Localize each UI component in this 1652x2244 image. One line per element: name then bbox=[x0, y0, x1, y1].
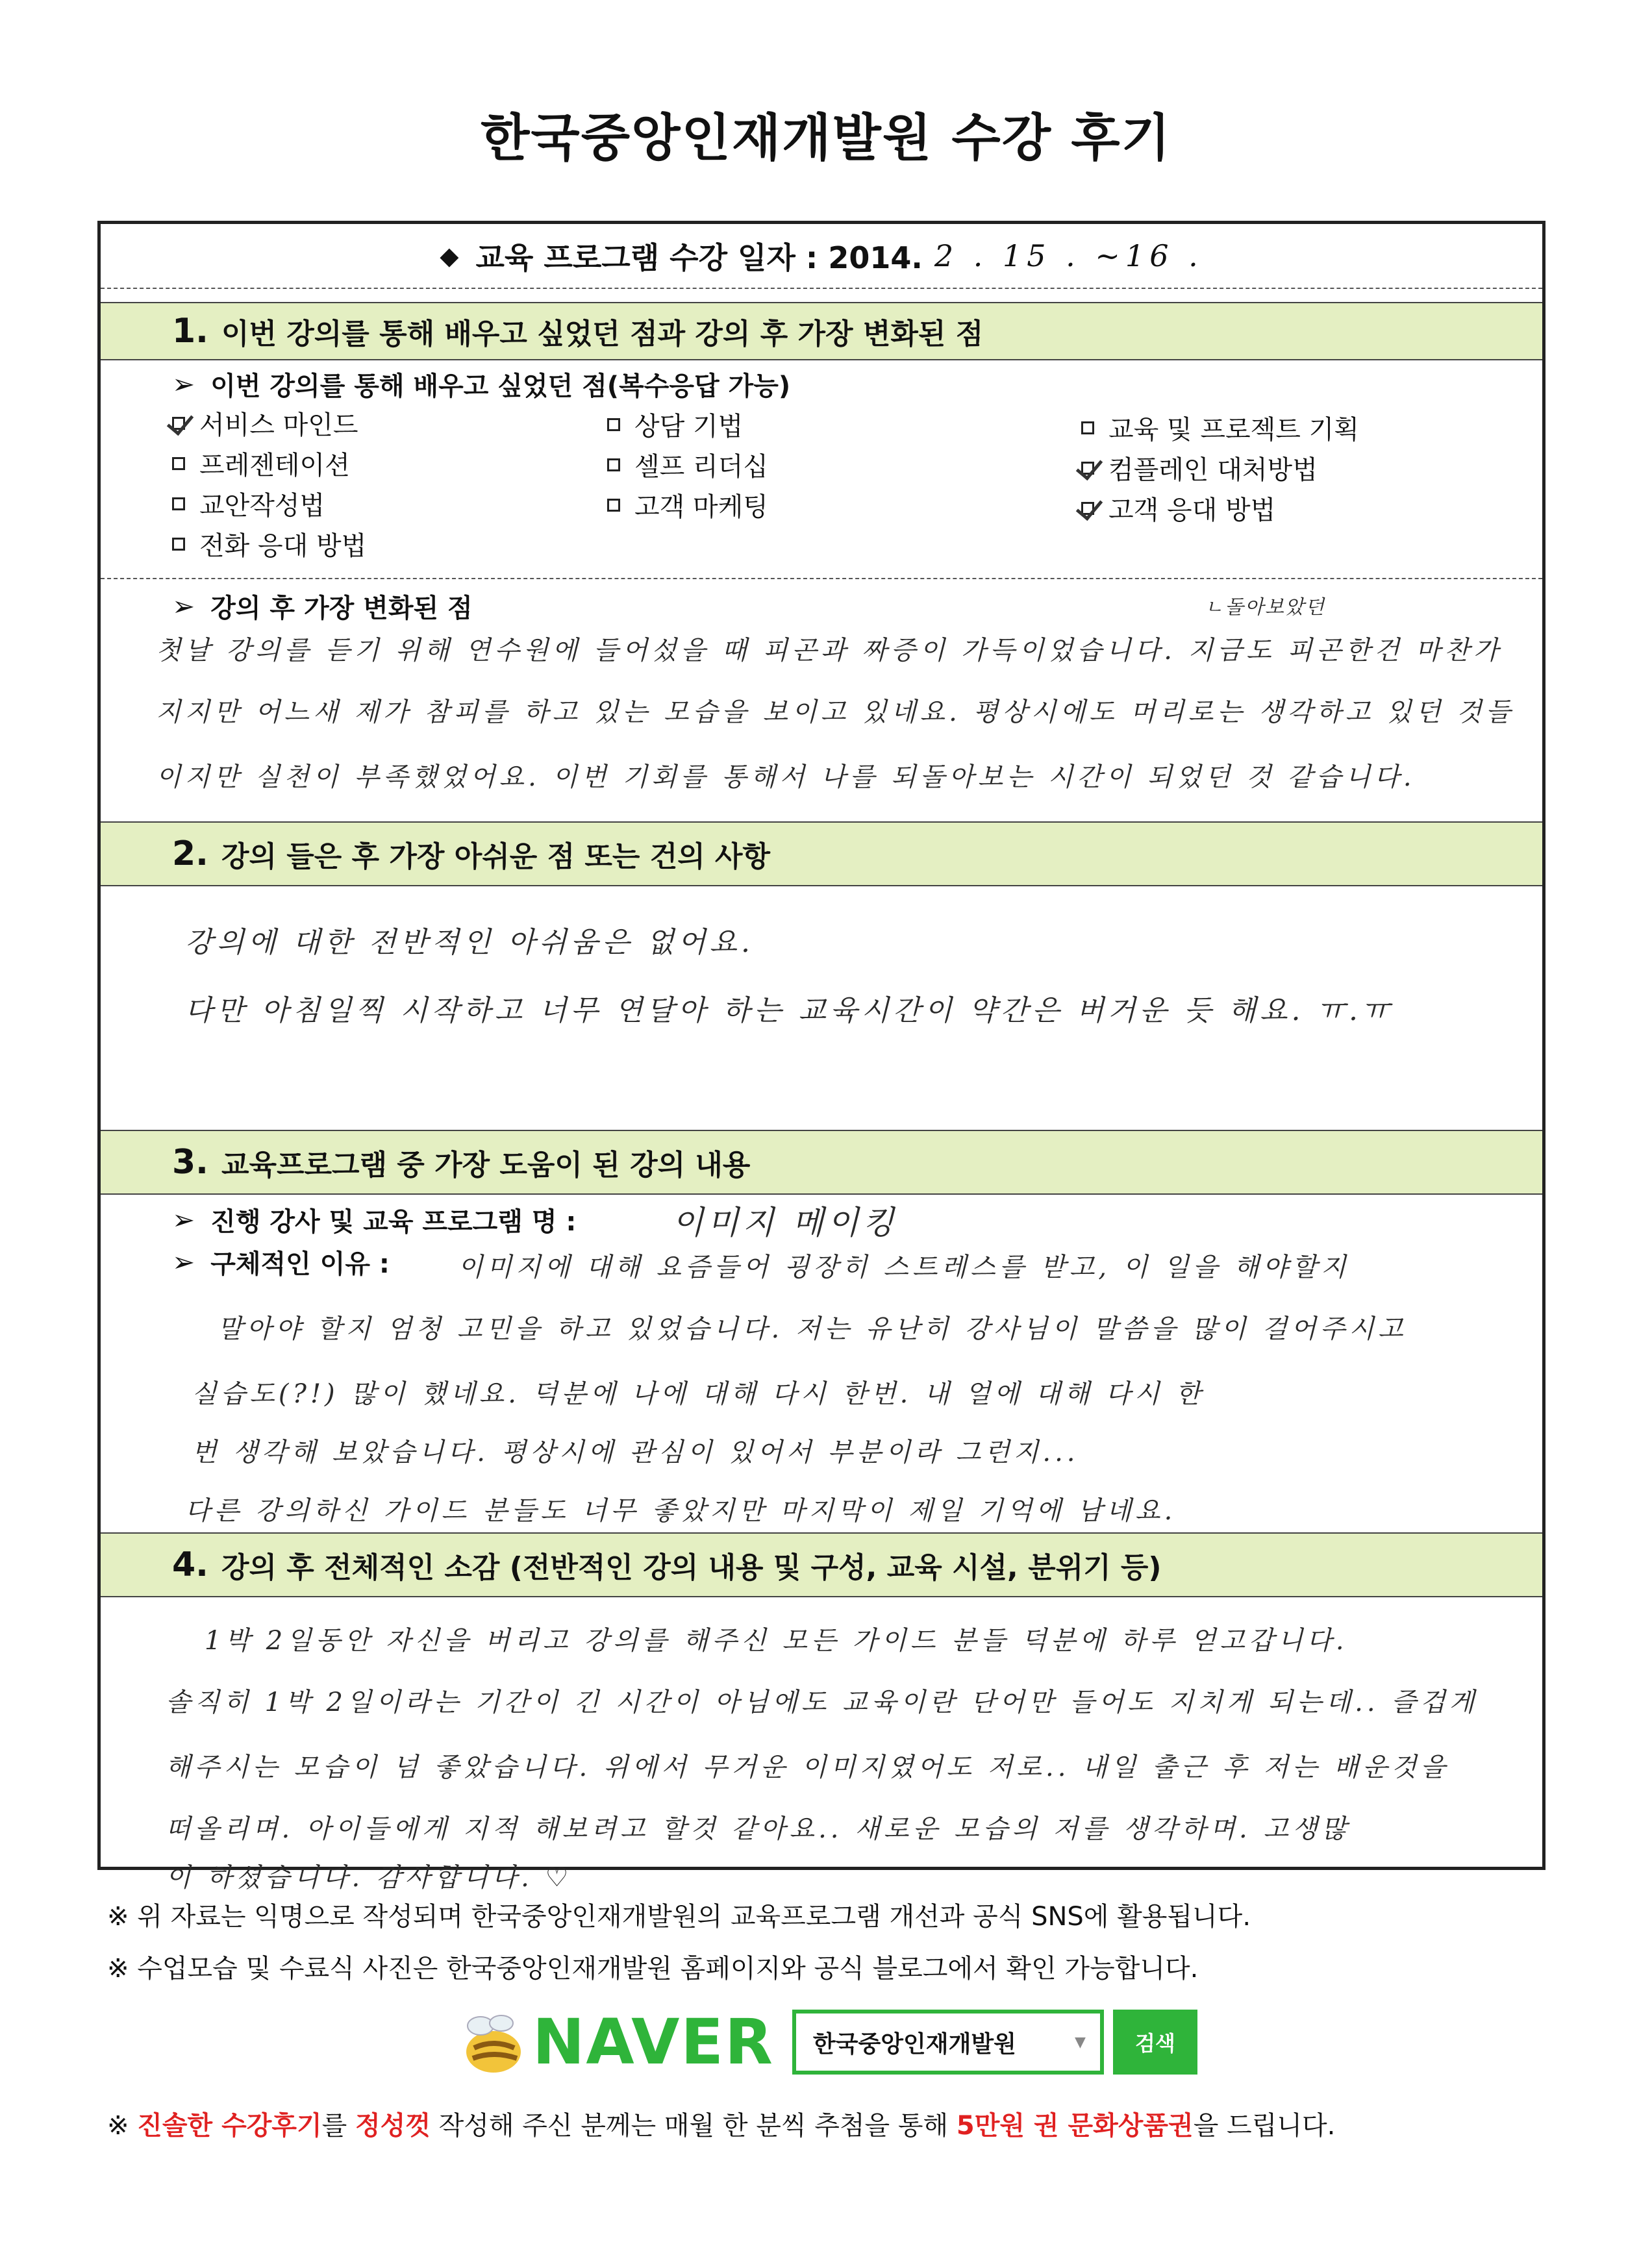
option-self-leadership[interactable] bbox=[607, 446, 768, 483]
footnote-prize-red1: 진솔한 수강후기 bbox=[137, 2111, 322, 2141]
section3-handwriting-line: 실습도(?!) 많이 했네요. 덕분에 나에 대해 다시 한번. 내 얼에 대해 다시 한 bbox=[192, 1379, 1205, 1409]
arrow-icon: ➢ bbox=[172, 1204, 195, 1236]
checkbox-checked-icon[interactable] bbox=[1081, 462, 1094, 475]
search-input[interactable] bbox=[792, 2010, 1104, 2075]
checkbox-icon[interactable] bbox=[607, 458, 620, 471]
option-label: 서비스 마인드 bbox=[199, 410, 358, 440]
section1-handwriting-line: 이지만 실천이 부족했었어요. 이번 기회를 통해서 나를 되돌아보는 시간이 되었던 것 같습니다. bbox=[156, 762, 1416, 792]
option-label: 고객 마케팅 bbox=[634, 492, 768, 522]
page-title: 한국중앙인재개발원 수강 후기 bbox=[481, 109, 1171, 168]
arrow-icon: ➢ bbox=[172, 1246, 195, 1278]
section4-number: 4. bbox=[172, 1545, 208, 1584]
option-phone-response[interactable] bbox=[172, 525, 366, 562]
section1-sub1 bbox=[172, 366, 790, 403]
naver-search-banner bbox=[455, 2003, 1197, 2081]
section1-handwriting-line: 첫날 강의를 듣기 위해 연수원에 들어섰을 때 피곤과 짜증이 가득이었습니다. 지금도 피곤한건 마찬가 bbox=[156, 636, 1503, 666]
footnote-prize-t1: 를 bbox=[321, 2111, 347, 2141]
footnote-prize-red2: 정성껏 bbox=[355, 2111, 431, 2141]
section2-title: 강의 들은 후 가장 아쉬운 점 또는 건의 사항 bbox=[221, 840, 771, 873]
handwriting-note: ㄴ돌아보았던 bbox=[1205, 596, 1325, 619]
section1-handwriting-line: 지지만 어느새 제가 참피를 하고 있는 모습을 보이고 있네요. 평상시에도 머리로는 생각하고 있던 것들 bbox=[156, 697, 1515, 727]
option-customer-service[interactable] bbox=[1081, 490, 1275, 527]
section3-reason-label: 구체적인 이유 : bbox=[210, 1249, 390, 1279]
option-customer-marketing[interactable] bbox=[607, 486, 768, 523]
section2-handwriting-line: 강의에 대한 전반적인 아쉬움은 없어요. bbox=[185, 926, 754, 959]
section1-title: 이번 강의를 통해 배우고 싶었던 점과 강의 후 가장 변화된 점 bbox=[221, 318, 984, 351]
section2-number: 2. bbox=[172, 834, 208, 873]
footnote-anonymous: ※ 위 자료는 익명으로 작성되며 한국중앙인재개발원의 교육프로그램 개선과 공식 SNS에 활용됩니다. bbox=[107, 1902, 1251, 1932]
section3-reason-row bbox=[172, 1243, 390, 1280]
section3-title: 교육프로그램 중 가장 도움이 된 강의 내용 bbox=[221, 1149, 751, 1182]
option-label: 고객 응대 방법 bbox=[1108, 495, 1276, 525]
section3-program-name: 이미지 메이킹 bbox=[672, 1204, 898, 1241]
footnote-photos: ※ 수업모습 및 수료식 사진은 한국중앙인재개발원 홈페이지와 공식 블로그에서 확인 가능합니다. bbox=[107, 1954, 1199, 1984]
section1-sub2 bbox=[172, 588, 473, 625]
section3-handwriting-line: 다른 강의하신 가이드 분들도 너무 좋았지만 마지막이 제일 기억에 남네요. bbox=[185, 1496, 1177, 1526]
footnote-prize-t2: 작성해 주신 분께는 매월 한 분씩 추첨을 통해 bbox=[438, 2111, 949, 2141]
option-label: 셀프 리더십 bbox=[634, 452, 768, 482]
option-project-planning[interactable] bbox=[1081, 409, 1359, 446]
section1-divider bbox=[101, 578, 1542, 579]
option-label: 프레젠테이션 bbox=[199, 451, 350, 480]
checkbox-icon[interactable] bbox=[172, 538, 185, 551]
section4-handwriting-line: 1박 2일동안 자신을 버리고 강의를 해주신 모든 가이드 분들 덕분에 하루 얻고갑니다. bbox=[205, 1626, 1348, 1656]
option-complaint[interactable] bbox=[1081, 449, 1318, 486]
section1-number: 1. bbox=[172, 312, 208, 351]
section4-handwriting-line: 해주시는 모습이 넘 좋았습니다. 위에서 무거운 이미지였어도 저로.. 내일 출근 후 저는 배운것을 bbox=[166, 1752, 1450, 1782]
section3-instructor-row bbox=[172, 1201, 576, 1238]
section4-handwriting-line: 이 하셨습니다. 감사합니다. ♡ bbox=[166, 1863, 573, 1893]
option-presentation[interactable] bbox=[172, 445, 350, 482]
option-counseling[interactable] bbox=[607, 406, 743, 443]
search-input-value: 한국중앙인재개발원 bbox=[812, 2030, 1016, 2058]
option-label: 컴플레인 대처방법 bbox=[1108, 455, 1318, 485]
section3-reason-text: 이미지에 대해 요즘들어 굉장히 스트레스를 받고, 이 일을 해야할지 bbox=[458, 1253, 1350, 1282]
option-label: 전화 응대 방법 bbox=[199, 531, 367, 561]
footnote-prize-red3: 5만원 권 문화상품권 bbox=[956, 2111, 1194, 2141]
date-label: 교육 프로그램 수강 일자 : 2014. bbox=[475, 240, 923, 275]
checkbox-icon[interactable] bbox=[172, 497, 185, 510]
section4-handwriting-line: 떠올리며. 아이들에게 지적 해보려고 할것 같아요.. 새로운 모습의 저를 생각하며. 고생많 bbox=[166, 1814, 1351, 1844]
dropdown-arrow-icon[interactable]: ▼ bbox=[1075, 2034, 1086, 2051]
section3-instructor-label: 진행 강사 및 교육 프로그램 명 : bbox=[210, 1207, 577, 1237]
section1-sub2-label: 강의 후 가장 변화된 점 bbox=[210, 593, 473, 623]
option-lesson-plan[interactable] bbox=[172, 485, 325, 522]
date-row bbox=[101, 224, 1542, 289]
date-handwritten: 2 . 15 . ~16 . bbox=[934, 238, 1203, 273]
section4-title: 강의 후 전체적인 소감 (전반적인 강의 내용 및 구성, 교육 시설, 분위기 등) bbox=[221, 1551, 1162, 1584]
section1-heading bbox=[101, 302, 1542, 360]
section4-handwriting-line: 솔직히 1박 2일이라는 기간이 긴 시간이 아님에도 교육이란 단어만 들어도 지치게 되는데.. 즐겁게 bbox=[166, 1688, 1479, 1717]
option-label: 교육 및 프로젝트 기획 bbox=[1108, 415, 1359, 445]
checkbox-checked-icon[interactable] bbox=[1081, 502, 1094, 515]
section3-number: 3. bbox=[172, 1143, 208, 1182]
checkbox-checked-icon[interactable] bbox=[172, 417, 185, 430]
arrow-icon: ➢ bbox=[172, 590, 195, 622]
diamond-icon: ◆ bbox=[440, 242, 459, 270]
section3-handwriting-line: 말아야 할지 엄청 고민을 하고 있었습니다. 저는 유난히 강사님이 말씀을 많이 걸어주시고 bbox=[218, 1314, 1407, 1344]
option-label: 상담 기법 bbox=[634, 412, 744, 442]
review-form bbox=[97, 221, 1546, 1893]
footnote-prize-t3: 을 드립니다. bbox=[1193, 2111, 1336, 2141]
checkbox-icon[interactable] bbox=[607, 499, 620, 512]
footnote-prize-prefix: ※ bbox=[107, 2111, 129, 2141]
arrow-icon: ➢ bbox=[172, 368, 195, 400]
section1-sub1-label: 이번 강의를 통해 배우고 싶었던 점(복수응답 가능) bbox=[210, 371, 791, 401]
section4-heading bbox=[101, 1532, 1542, 1597]
checkbox-icon[interactable] bbox=[607, 418, 620, 431]
checkbox-icon[interactable] bbox=[172, 457, 185, 470]
search-button[interactable]: 검색 bbox=[1113, 2010, 1197, 2075]
footnote-prize bbox=[107, 2105, 1335, 2142]
naver-logo: NAVER bbox=[532, 2006, 774, 2078]
option-label: 교안작성법 bbox=[199, 491, 325, 521]
section3-heading bbox=[101, 1130, 1542, 1195]
checkbox-icon[interactable] bbox=[1081, 421, 1094, 434]
section2-heading bbox=[101, 821, 1542, 886]
section3-handwriting-line: 번 생각해 보았습니다. 평상시에 관심이 있어서 부분이라 그런지... bbox=[192, 1438, 1079, 1467]
option-service-mind[interactable] bbox=[172, 405, 358, 442]
bee-logo-icon bbox=[455, 2006, 526, 2078]
section2-handwriting-line: 다만 아침일찍 시작하고 너무 연달아 하는 교육시간이 약간은 버거운 듯 해요. ㅠ.ㅠ bbox=[185, 994, 1394, 1027]
